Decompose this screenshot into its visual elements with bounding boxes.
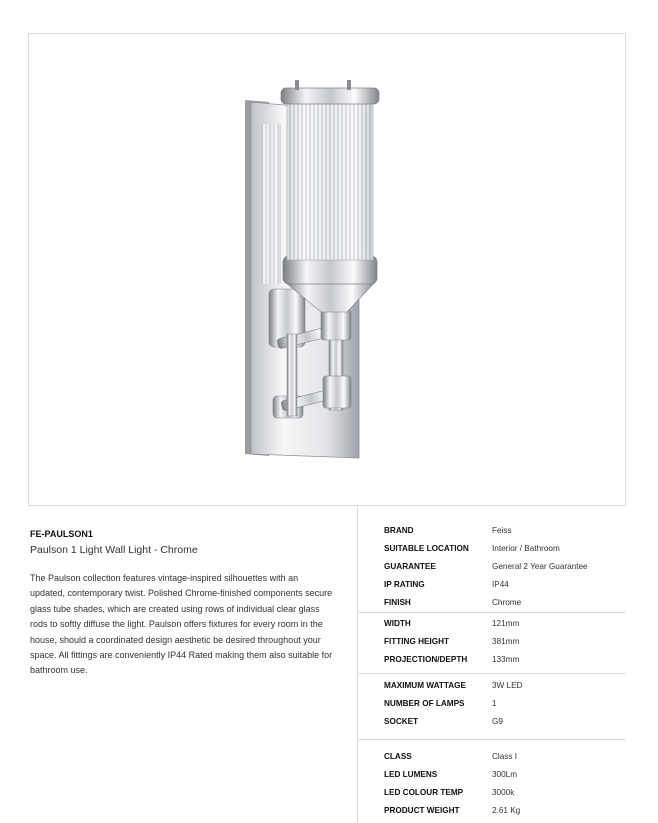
spec-group-electrical [384,677,634,730]
spec-label: WIDTH [384,619,411,629]
product-photo [29,34,627,507]
spec-row-width [384,615,634,633]
spec-row-led-lumens [384,766,634,784]
spec-group-performance [384,748,634,819]
spec-value: Interior / Bathroom [492,544,560,554]
spec-label: SOCKET [384,716,419,726]
spec-row-guarantee [384,558,634,576]
spec-label: IP RATING [384,579,425,589]
product-description: The Paulson collection features vintage-inspired silhouettes with an updated, contemporary twist. Polished Chrome-finished components secure glass tube shades, which are created using rows of individual clear glass rods to softly diffuse the light. Paulson offers fixtures for every room in the house, should a coordinated design aesthetic be desired throughout your space. All fittings are conveniently IP44 Rated making them also suitable for bathroom use. [30,573,333,676]
spec-row-led-colour-temp [384,784,634,802]
product-name: Paulson 1 Light Wall Light - Chrome [30,544,198,556]
spec-value: 3000k [492,787,515,797]
spec-value: 381mm [492,637,520,647]
spec-label: MAXIMUM WATTAGE [384,681,467,691]
spec-divider-1 [358,612,626,613]
spec-value: Class I [492,752,518,762]
spec-label: GUARANTEE [384,561,436,571]
spec-label: BRAND [384,526,414,536]
spec-row-finish [384,593,634,611]
spec-row-max-wattage [384,677,634,695]
spec-value: IP44 [492,579,509,589]
spec-label: FINISH [384,597,411,607]
column-divider [357,506,358,823]
spec-divider-3 [358,739,626,740]
spec-value: G9 [492,716,503,726]
spec-value: General 2 Year Guarantee [492,561,588,571]
spec-label: PRODUCT WEIGHT [384,805,460,815]
spec-value: 3W LED [492,681,523,691]
spec-value: 300Lm [492,770,518,780]
spec-divider-2 [358,673,626,674]
spec-label: FITTING HEIGHT [384,637,450,647]
spec-row-fitting-height [384,633,634,651]
spec-row-ip-rating [384,575,634,593]
product-sku: FE-PAULSON1 [30,529,93,539]
spec-row-number-of-lamps [384,695,634,713]
product-image-frame [28,33,626,506]
spec-label: PROJECTION/DEPTH [384,654,468,664]
spec-label: NUMBER OF LAMPS [384,699,465,709]
spec-value: Feiss [492,526,512,536]
spec-row-brand [384,522,634,540]
spec-row-class [384,748,634,766]
spec-label: CLASS [384,752,412,762]
spec-value: 1 [492,699,497,709]
spec-label: SUITABLE LOCATION [384,544,469,554]
spec-value: 121mm [492,619,520,629]
spec-value: 2.61 Kg [492,805,521,815]
spec-row-socket [384,713,634,731]
spec-row-product-weight [384,801,634,819]
spec-group-general [384,522,634,611]
spec-label: LED COLOUR TEMP [384,787,464,797]
spec-row-projection [384,651,634,669]
spec-value: Chrome [492,597,522,607]
spec-label: LED LUMENS [384,770,438,780]
spec-value: 133mm [492,654,520,664]
spec-row-location [384,540,634,558]
spec-group-dimensions [384,615,634,668]
